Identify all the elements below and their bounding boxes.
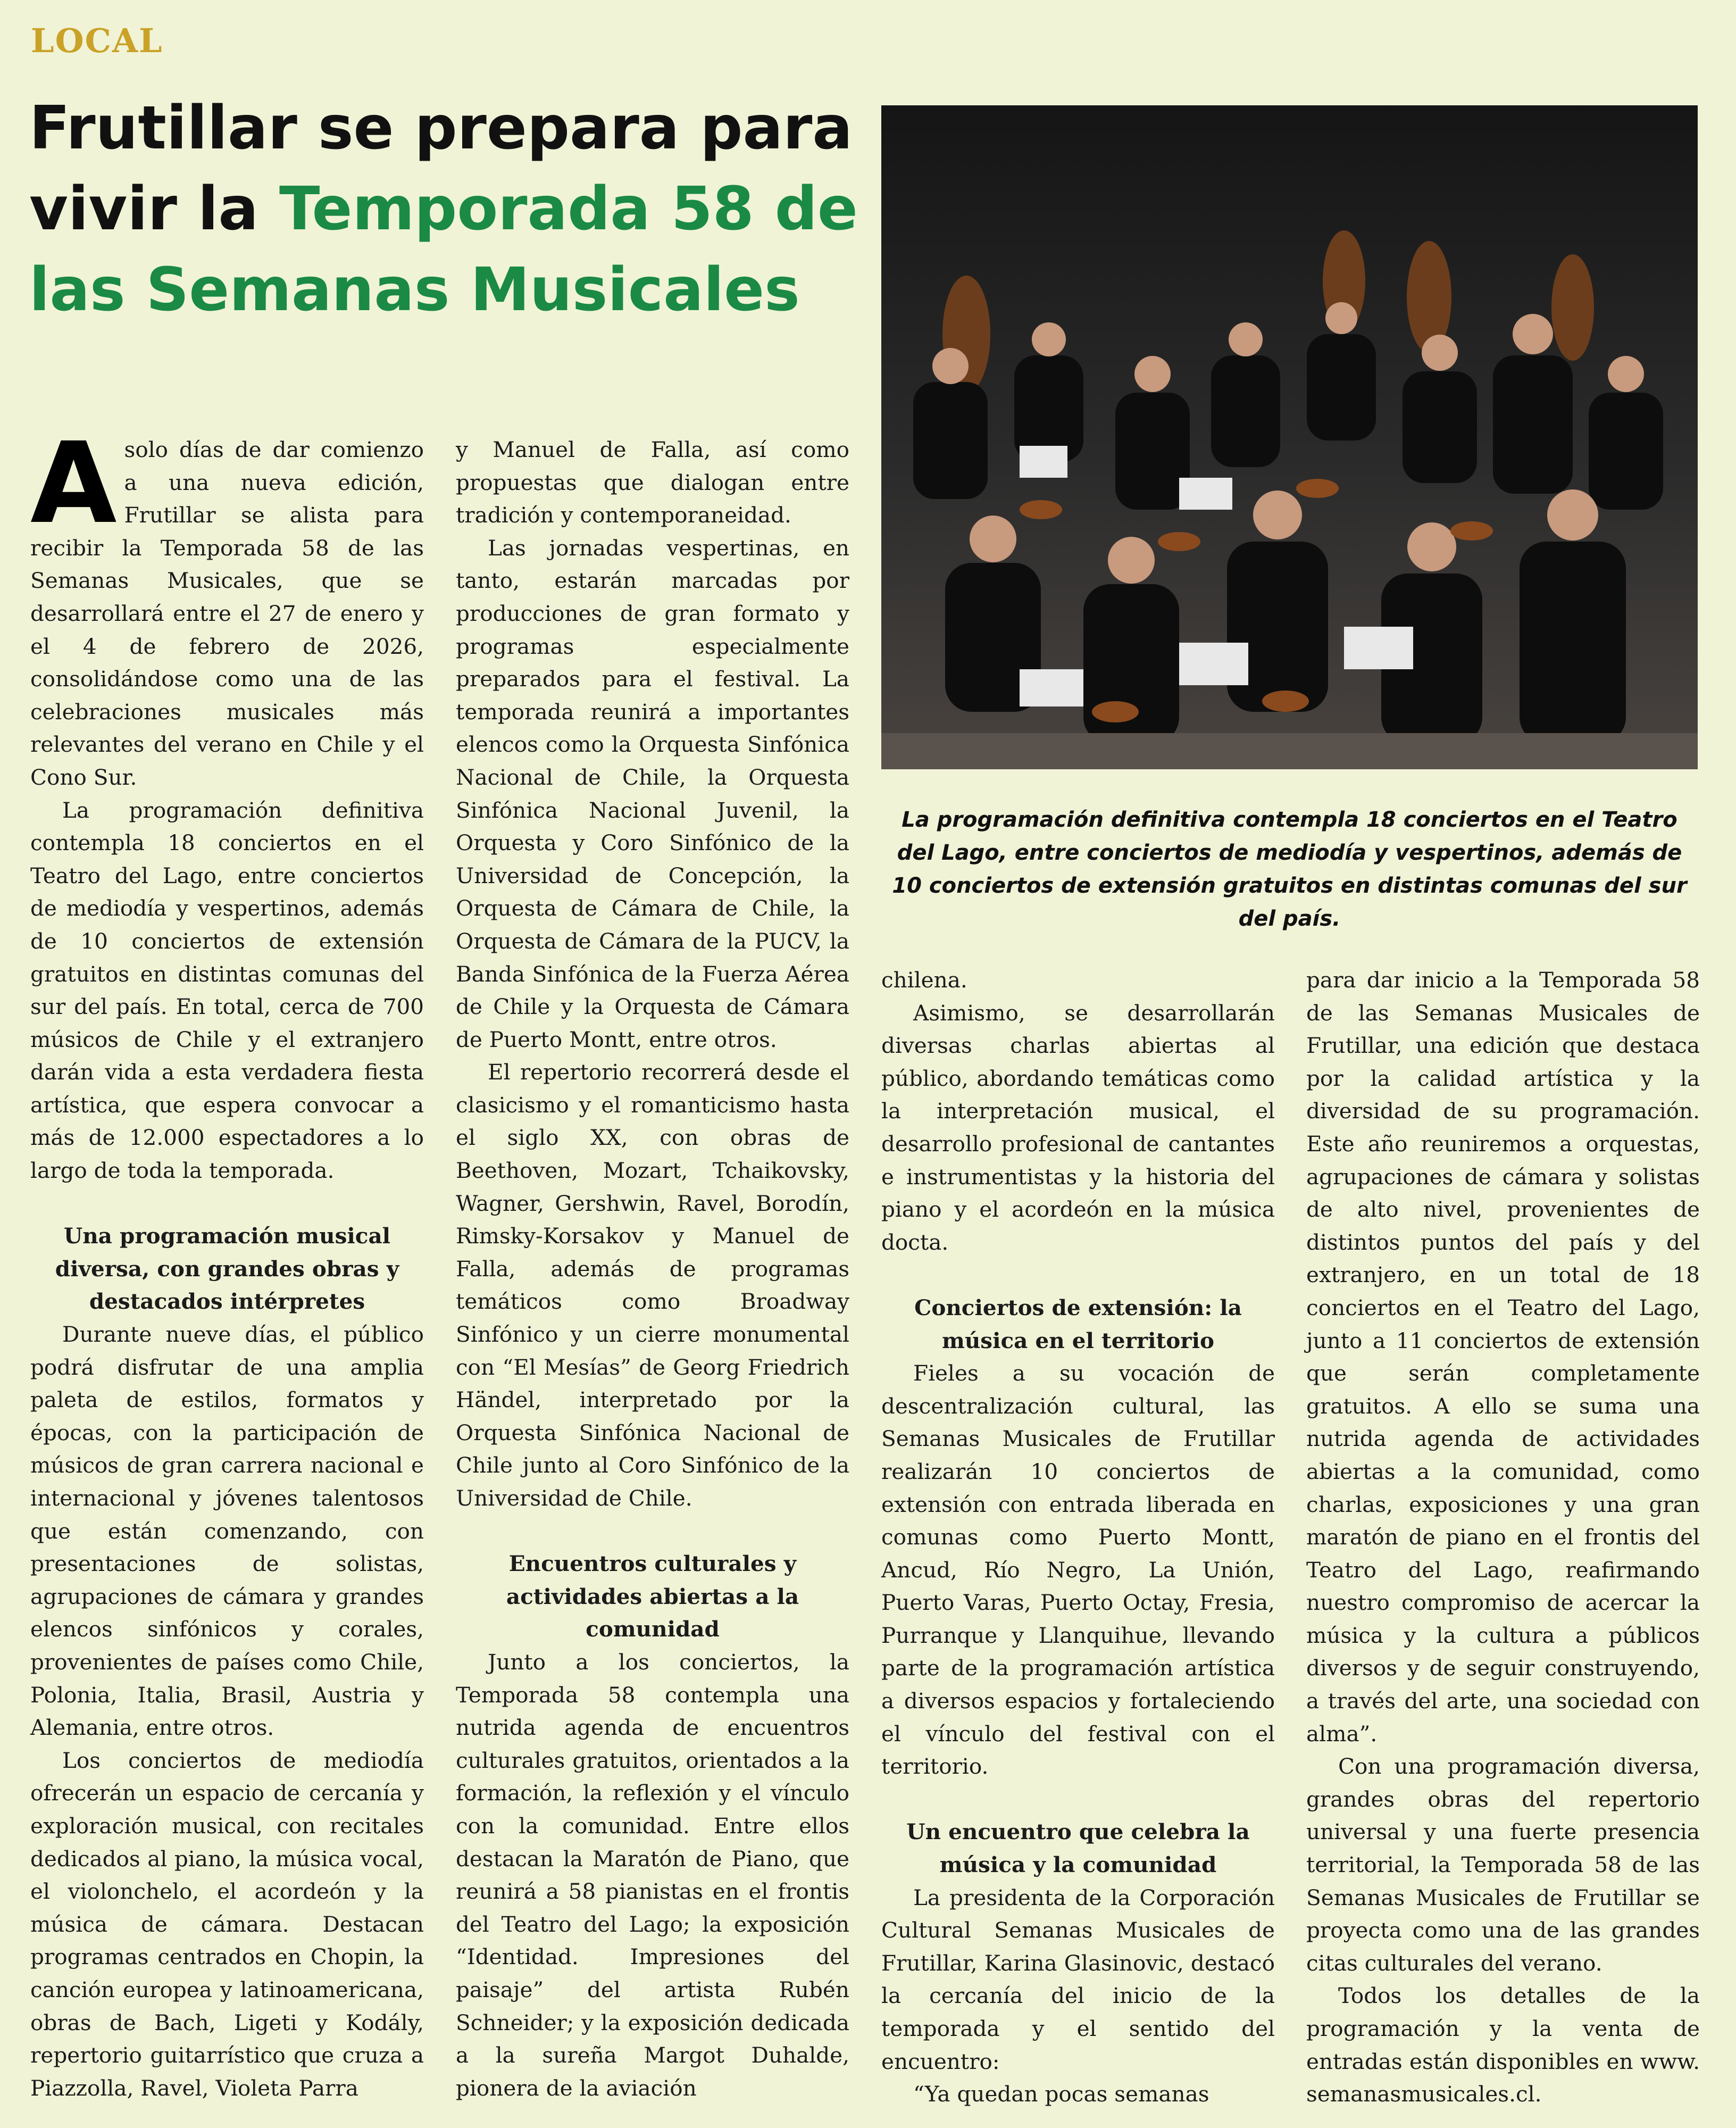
- article-column-2: [456, 434, 849, 2105]
- paragraph: Con una programación diversa, grandes obras del repertorio universal y una fuerte presencia territorial, la Temporada 58 de las Semanas Musicales de Frutillar se proyecta como una de las grandes citas culturales del verano.: [1306, 1753, 1700, 1976]
- drop-cap: A: [30, 418, 117, 548]
- paragraph: Asimismo, se desarrollarán diversas charlas abiertas al público, abordando temáticas como la interpretación musical, el desarrollo profesional de cantantes e instrumentistas y la historia del piano y el acordeón en la música docta.: [881, 1000, 1275, 1255]
- paragraph: Las jornadas vespertinas, en tanto, estarán marcadas por producciones de gran formato y programas especialmente preparados para el festival. La temporada reunirá a importantes elencos como la Orquesta Sinfónica Nacional de Chile, la Orquesta Sinfónica Nacional Juvenil, la Orquesta y Coro Sinfónico de la Universidad de Concepción, la Orquesta de Cámara de Chile, la Orquesta de Cámara de la PUCV, la Banda Sinfónica de la Fuerza Aérea de Chile y la Orquesta de Cámara de Puerto Montt, entre otros.: [456, 535, 849, 1052]
- paragraph: La presidenta de la Corporación Cultural Semanas Musicales de Frutillar, Karina Glasinovic, destacó la cercanía del inicio de la temporada y el sentido del encuentro:: [881, 1884, 1275, 2074]
- section-label: LOCAL: [31, 21, 163, 60]
- article-column-4: [1306, 964, 1700, 2111]
- headline: [29, 88, 870, 330]
- paragraph: y Manuel de Falla, así como propuestas que dialogan entre tradición y contemporaneidad.: [456, 437, 849, 528]
- paragraph: Todos los detalles de la programación y la venta de entradas están disponibles en www. semanasmusicales.cl.: [1306, 1983, 1700, 2107]
- orchestra-illustration: [881, 105, 1698, 769]
- paragraph: Fieles a su vocación de descentralización cultural, las Semanas Musicales de Frutillar realizarán 10 conciertos de extensión con entrada liberada en comunas como Puerto Montt, Ancud, Río Negro, La Unión, Puerto Varas, Puerto Octay, Fresia, Purranque y Llanquihue, llevando parte de la programación artística a diversos espacios y fortaleciendo el vínculo del festival con el territorio.: [881, 1360, 1275, 1780]
- paragraph: El repertorio recorrerá desde el clasicismo y el romanticismo hasta el siglo XX, con obras de Beethoven, Mozart, Tchaikovsky, Wagner, Gershwin, Ravel, Borodín, Rimsky-Korsakov y Manuel de Falla, además de programas temáticos como Broadway Sinfónico y un cierre monumental con “El Mesías” de Georg Friedrich Händel, interpretado por la Orquesta Sinfónica Nacional de Chile junto al Coro Sinfónico de la Universidad de Chile.: [456, 1059, 849, 1511]
- headline-part1: Frutillar se prepara para vivir la: [29, 94, 853, 244]
- paragraph: Junto a los conciertos, la Temporada 58 contempla una nutrida agenda de encuentros culturales gratuitos, orientados a la formación, la reflexión y el vínculo con la comunidad. Entre ellos destacan la Maratón de Piano, que reunirá a 58 pianistas en el frontis del Teatro del Lago; la exposición “Identidad. Impresiones del paisaje” del artista Rubén Schneider; y la exposición dedicada a la sureña Margot Duhalde, pionera de la aviación: [456, 1649, 849, 2101]
- subheading: Conciertos de extensión: la música en el territorio: [914, 1294, 1242, 1353]
- photo-caption: La programación definitiva contempla 18 conciertos en el Teatro del Lago, entre conciertos de mediodía y vespertinos, además de 10 conciertos de extensión gratuitos en distintas comunas del sur del país.: [892, 808, 1687, 931]
- subheading: Una programación musical diversa, con grandes obras y destacados intérpretes: [55, 1223, 399, 1315]
- article-column-3: [881, 964, 1275, 2111]
- article-column-1: [30, 418, 424, 2105]
- subheading: Encuentros culturales y actividades abiertas a la comunidad: [506, 1551, 799, 1642]
- paragraph: Durante nueve días, el público podrá disfrutar de una amplia paleta de estilos, formatos y épocas, con la participación de músicos de gran carrera nacional e internacional y jóvenes talentosos que están comenzando, con presentaciones de solistas, agrupaciones de cámara y grandes elencos sinfónicos y corales, provenientes de países como Chile, Polonia, Italia, Brasil, Austria y Alemania, entre otros.: [30, 1321, 424, 1741]
- paragraph: chilena.: [881, 967, 967, 993]
- paragraph: Los conciertos de mediodía ofrecerán un espacio de cercanía y exploración musical, con recitales dedicados al piano, la música vocal, el violonchelo, el acordeón y la música de cámara. Destacan programas centrados en Chopin, la canción europea y latinoamericana, obras de Bach, Ligeti y Kodály, repertorio guitarrístico que cruza a Piazzolla, Ravel, Violeta Parra: [30, 1747, 424, 2101]
- orchestra-photo: [881, 105, 1698, 769]
- headline-part2: Temporada 58 de las Semanas Musicales: [29, 174, 858, 325]
- paragraph: “Ya quedan pocas semanas: [913, 2081, 1209, 2107]
- lead-text: solo días de dar comienzo a una nueva edición, Frutillar se alista para recibir la Temporada 58 de las Semanas Musicales, que se desarrollará entre el 27 de enero y el 4 de febrero de 2026, consolidándose como una de las celebraciones musicales más relevantes del verano en Chile y el Cono Sur.: [30, 437, 424, 790]
- subheading: Un encuentro que celebra la música y la comunidad: [906, 1819, 1250, 1878]
- paragraph: para dar inicio a la Temporada 58 de las Semanas Musicales de Frutillar, una edición que destaca por la calidad artística y la diversidad de su programación. Este año reuniremos a orquestas, agrupaciones de cámara y solistas de alto nivel, provenientes de distintos puntos del país y del extranjero, en un total de 18 conciertos en el Teatro del Lago, junto a 11 conciertos de extensión que serán completamente gratuitos. A ello se suma una nutrida agenda de actividades abiertas a la comunidad, como charlas, exposiciones y una gran maratón de piano en el frontis del Teatro del Lago, reafirmando nuestro compromiso de acercar la música y la cultura a públicos diversos y de seguir construyendo, a través del arte, una sociedad con alma”.: [1306, 967, 1700, 1747]
- paragraph: La programación definitiva contempla 18 conciertos en el Teatro del Lago, entre conciertos de mediodía y vespertinos, además de 10 conciertos de extensión gratuitos en distintas comunas del sur del país. En total, cerca de 700 músicos de Chile y el extranjero darán vida a esta verdadera fiesta artística, que espera convocar a más de 12.000 espectadores a lo largo de toda la temporada.: [30, 797, 424, 1184]
- lead-paragraph: [30, 418, 424, 794]
